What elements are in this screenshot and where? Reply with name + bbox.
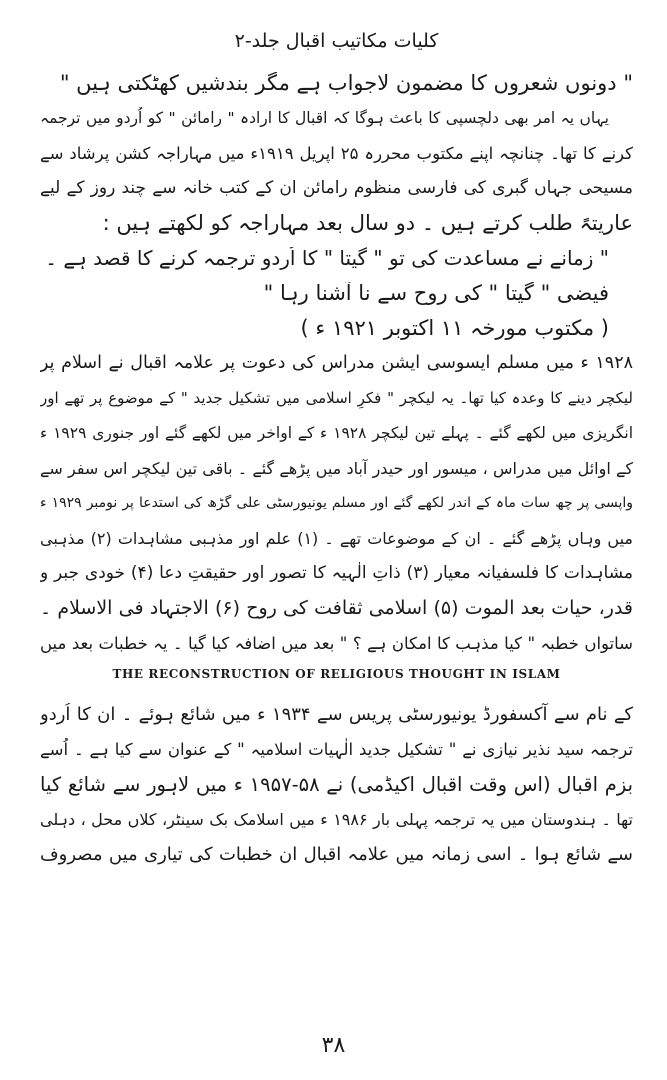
paragraph-line: سے شائع ہوا ۔ اسی زمانہ میں علامہ اقبال ان خطبات کی تیاری میں مصروف bbox=[40, 844, 633, 865]
english-book-title: THE RECONSTRUCTION OF RELIGIOUS THOUGHT IN ISLAM bbox=[112, 667, 561, 681]
paragraph-line: قدر، حیات بعد الموت (۵) اسلامی ثقافت کی روح (۶) الاجتہاد فی الاسلام ۔ bbox=[40, 597, 633, 619]
paragraph-line: ترجمہ سید نذیر نیازی نے " تشکیل جدید الٰہیات اسلامیہ " کے عنوان سے کیا ہے ۔ اُسے bbox=[40, 740, 633, 759]
paragraph-line: ۱۹۲۸ ء میں مسلم ایسوسی ایشن مدراس کی دعوت پر علامہ اقبال نے اسلام پر bbox=[40, 353, 633, 373]
quote-line: فیضی " گیتا " کی روح سے نا آشنا رہا " bbox=[263, 282, 609, 305]
paragraph-line: انگریزی میں لکھے گئے ۔ پہلے تین لیکچر ۱۹۲۸ ء کے اواخر میں لکھے گئے اور جنوری ۱۹۲۹ ء bbox=[40, 424, 633, 442]
paragraph-line: کے نام سے آکسفورڈ یونیورسٹی پریس سے ۱۹۳۴ ء میں شائع ہوئے ۔ ان کا اُردو bbox=[40, 704, 633, 725]
paragraph-line: یہاں یہ امر بھی دلچسپی کا باعث ہوگا کہ اقبال کا ارادہ " رامائن " کو اُردو میں ترجمہ bbox=[40, 109, 609, 127]
paragraph-line: ساتواں خطبہ " کیا مذہب کا امکان ہے ؟ " بعد میں اضافہ کیا گیا ۔ یہ خطبات بعد میں bbox=[40, 634, 633, 653]
paragraph-line: عاریتہً طلب کرتے ہیں ۔ دو سال بعد مہاراجہ کو لکھتے ہیں : bbox=[102, 212, 633, 235]
paragraph-line: مسیحی جہاں گبری کی فارسی منظوم رامائن ان کے کتب خانہ سے چند روز کے لیے bbox=[40, 178, 633, 198]
paragraph-line: مشاہدات کا فلسفیانہ معیار (۳) ذاتِ الٰہیہ کا تصور اور حقیقتِ دعا (۴) خودی جبر و bbox=[40, 563, 633, 583]
paragraph-line: کے اوائل میں مدراس ، میسور اور حیدر آباد میں پڑھے گئے ۔ باقی تین لیکچر اس سفر سے bbox=[40, 459, 633, 478]
paragraph-line: میں وہاں پڑھے گئے ۔ ان کے موضوعات تھے ۔ (۱) علم اور مذہبی مشاہدات (۲) مذہبی bbox=[40, 529, 633, 548]
paragraph-line: لیکچر دینے کا وعدہ کیا تھا۔ یہ لیکچر " فکرِ اسلامی میں تشکیل جدید " کے موضوع پر تھے اور bbox=[40, 389, 633, 407]
paragraph-line: کرنے کا تھا۔ چنانچہ اپنے مکتوب محررہ ۲۵ اپریل ۱۹۱۹ء میں مہاراجہ کشن پرشاد سے bbox=[40, 144, 633, 163]
running-header: کلیات مکاتیب اقبال جلد-۲ bbox=[234, 30, 439, 52]
page-number: ۳۸ bbox=[321, 1033, 346, 1058]
paragraph-line: تھا ۔ ہندوستان میں یہ ترجمہ پہلی بار ۱۹۸۶ ء میں اسلامک بک سینٹر، کلاں محل ، دہلی bbox=[40, 810, 633, 829]
top-section bbox=[40, 72, 633, 340]
letter-reference: ( مکتوب مورخہ ۱۱ اکتوبر ۱۹۲۱ ء ) bbox=[300, 317, 609, 340]
quote-line-1: " دونوں شعروں کا مضمون لاجواب ہے مگر بندشیں کھٹکتی ہیں " bbox=[59, 72, 633, 95]
middle-section bbox=[40, 352, 633, 655]
paragraph-line: بزمِ اقبال (اس وقت اقبال اکیڈمی) نے ۵۸-۱۹۵۷ ء میں لاہور سے شائع کیا bbox=[40, 773, 633, 796]
quote-line: " زمانے نے مساعدت کی تو " گیتا " کا اُردو ترجمہ کرنے کا قصد ہے ۔ bbox=[45, 247, 609, 270]
paragraph-line: واپسی پر چھ سات ماہ کے اندر لکھے گئے اور مسلم یونیورسٹی علی گڑھ کی استدعا پر نومبر ۱۹۲۹ ء bbox=[40, 495, 633, 511]
bottom-section bbox=[40, 703, 633, 866]
